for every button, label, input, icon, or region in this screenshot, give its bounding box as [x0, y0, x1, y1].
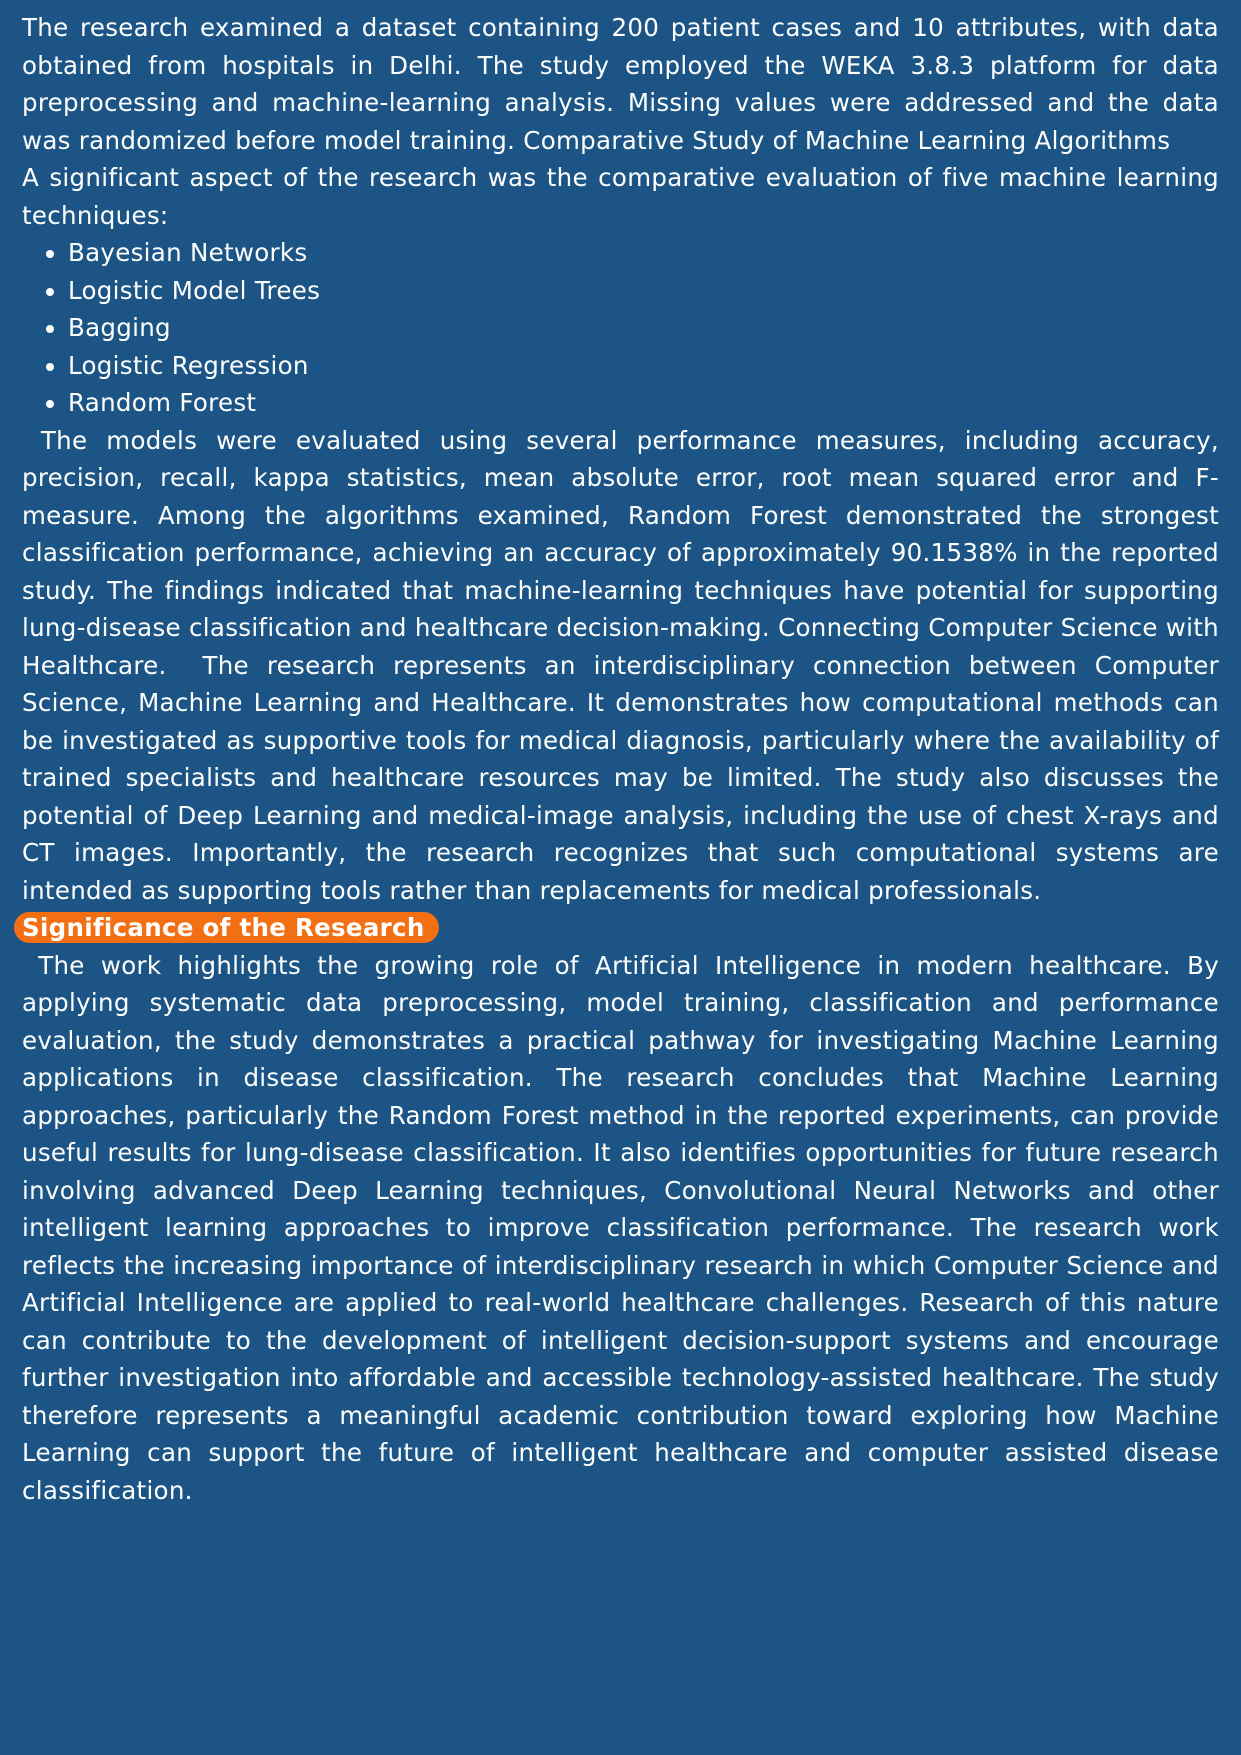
- list-item: • Logistic Regression: [68, 347, 1219, 385]
- list-item: • Random Forest: [68, 384, 1219, 422]
- intro-paragraph: The research examined a dataset containing 200 patient cases and 10 attributes, with data obtained from hospitals in Delhi. The study employed the WEKA 3.8.3 platform for data preprocessing and machine-learning analysis. Missing values were addressed and the data was randomized before model training. Comparative Study of Machine Learning Algorithms: [22, 13, 1219, 155]
- list-item: • Bagging: [68, 309, 1219, 347]
- evaluation-paragraph: The models were evaluated using several performance measures, including accuracy, precision, recall, kappa statistics, mean absolute error, root mean squared error and F-measure. Among the algorithms examined, Random Forest demonstrated the strongest classification performance, achieving an accuracy of approximately 90.1538% in the reported study. The findings indicated that machine-learning techniques have potential for supporting lung-disease classification and healthcare decision-making. Connecting Computer Science with Healthcare. The research represents an interdisciplinary connection between Computer Science, Machine Learning and Healthcare. It demonstrates how computational methods can be investigated as supportive tools for medical diagnosis, particularly where the availability of trained specialists and healthcare resources may be limited. The study also discusses the potential of Deep Learning and medical-image analysis, including the use of chest X-rays and CT images. Importantly, the research recognizes that such computational systems are intended as supporting tools rather than replacements for medical professionals.: [22, 425, 1219, 905]
- techniques-list: [22, 234, 1219, 422]
- significance-heading-row: [22, 909, 1219, 947]
- list-item: • Logistic Model Trees: [68, 272, 1219, 310]
- comparative-intro-paragraph: A significant aspect of the research was the comparative evaluation of five machine learning techniques:: [22, 163, 1219, 230]
- section-heading: Significance of the Research: [14, 912, 439, 943]
- significance-paragraph: The work highlights the growing role of Artificial Intelligence in modern healthcare. By applying systematic data preprocessing, model training, classification and performance evaluation, the study demonstrates a practical pathway for investigating Machine Learning applications in disease classification. The research concludes that Machine Learning approaches, particularly the Random Forest method in the reported experiments, can provide useful results for lung-disease classification. It also identifies opportunities for future research involving advanced Deep Learning techniques, Convolutional Neural Networks and other intelligent learning approaches to improve classification performance. The research work reflects the increasing importance of interdisciplinary research in which Computer Science and Artificial Intelligence are applied to real-world healthcare challenges. Research of this nature can contribute to the development of intelligent decision-support systems and encourage further investigation into affordable and accessible technology-assisted healthcare. The study therefore represents a meaningful academic contribution toward exploring how Machine Learning can support the future of intelligent healthcare and computer assisted disease classification.: [22, 950, 1219, 1505]
- list-item: • Bayesian Networks: [68, 234, 1219, 272]
